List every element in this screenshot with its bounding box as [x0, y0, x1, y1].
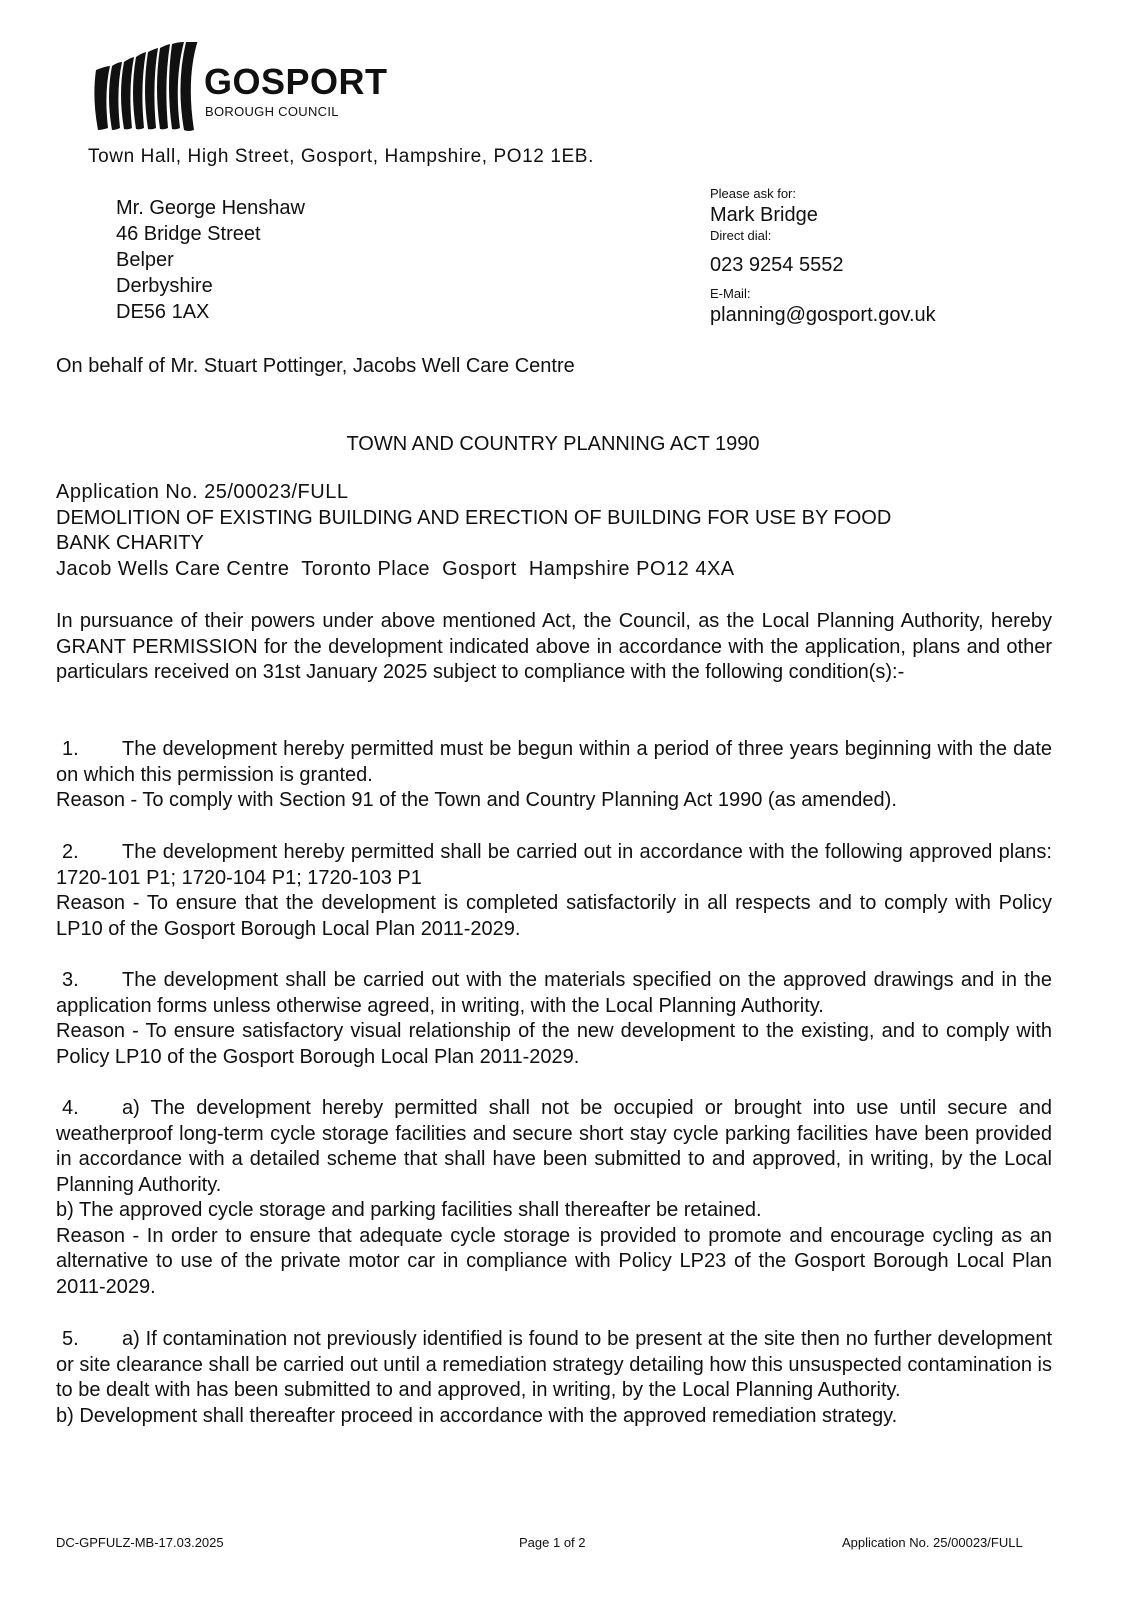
condition-reason: Reason - In order to ensure that adequate cycle storage is provided to promote and encourage cycling as an alternative to use of the private motor car in compliance with Policy LP23 of the Gosport Borough Local Plan 2011-2029. — [56, 1224, 1052, 1298]
council-address: Town Hall, High Street, Gosport, Hampshire, PO12 1EB. — [88, 146, 594, 167]
footer-page-number: Page 1 of 2 — [519, 1535, 586, 1550]
recipient-line: Derbyshire — [116, 275, 213, 297]
direct-dial-label: Direct dial: — [710, 228, 772, 243]
condition-number: 2. — [62, 841, 79, 863]
contact-block — [710, 186, 936, 328]
email-label: E-Mail: — [710, 286, 751, 301]
recipient-line: Mr. George Henshaw — [116, 197, 305, 219]
council-logo — [92, 42, 392, 134]
condition-1 — [56, 737, 1052, 814]
footer-application-number: Application No. 25/00023/FULL — [842, 1535, 1023, 1550]
condition-text-b: b) The approved cycle storage and parking facilities shall thereafter be retained. — [56, 1199, 762, 1221]
grant-intro: In pursuance of their powers under above mentioned Act, the Council, as the Local Planning Authority, hereby GRANT PERMISSION for the development indicated above in accordance with the application, plans and other particulars received on 31st January 2025 subject to compliance with the following condition(s):- — [56, 610, 1052, 683]
condition-number: 1. — [62, 738, 79, 760]
application-number: Application No. 25/00023/FULL — [56, 481, 349, 503]
condition-text: a) If contamination not previously identified is found to be present at the site then no further development or site clearance shall be carried out until a remediation strategy detailing how this unsuspected contamination is to be dealt with has been submitted to and approved, in writing, by the Local Planning Authority. — [56, 1328, 1052, 1401]
application-description: BANK CHARITY — [56, 532, 204, 554]
condition-5 — [56, 1327, 1052, 1429]
direct-dial-number: 023 9254 5552 — [710, 254, 844, 276]
ask-for-name: Mark Bridge — [710, 204, 818, 226]
ask-for-label: Please ask for: — [710, 186, 796, 201]
org-subtitle: BOROUGH COUNCIL — [205, 104, 339, 119]
condition-3 — [56, 968, 1052, 1070]
condition-text-b: b) Development shall thereafter proceed in accordance with the approved remediation strategy. — [56, 1404, 898, 1427]
email-address[interactable]: planning@gosport.gov.uk — [710, 304, 936, 326]
condition-reason: Reason - To ensure satisfactory visual relationship of the new development to the existing, and to comply with Policy LP10 of the Gosport Borough Local Plan 2011-2029. — [56, 1020, 1052, 1068]
condition-number: 3. — [62, 969, 79, 991]
condition-number: 5. — [62, 1328, 79, 1350]
org-name: GOSPORT — [204, 61, 388, 102]
application-block — [56, 480, 891, 582]
condition-text: The development hereby permitted must be begun within a period of three years beginning with the date on which this permission is granted. — [56, 738, 1052, 786]
recipient-address — [116, 195, 305, 325]
application-site: Jacob Wells Care Centre Toronto Place Gosport Hampshire PO12 4XA — [56, 557, 735, 580]
condition-text: The development hereby permitted shall be carried out in accordance with the following approved plans: 1720-101 P1; 1720-104 P1; 1720-103 P1 — [56, 841, 1052, 889]
condition-text: The development shall be carried out with the materials specified on the approved drawings and in the application forms unless otherwise agreed, in writing, with the Local Planning Authority. — [56, 969, 1052, 1017]
recipient-line: Belper — [116, 249, 174, 271]
footer-reference: DC-GPFULZ-MB-17.03.2025 — [56, 1535, 224, 1550]
on-behalf-of: On behalf of Mr. Stuart Pottinger, Jacobs Well Care Centre — [56, 355, 575, 377]
recipient-line: 46 Bridge Street — [116, 223, 261, 245]
act-title: TOWN AND COUNTRY PLANNING ACT 1990 — [346, 433, 760, 455]
condition-reason: Reason - To ensure that the development is completed satisfactorily in all respects and to comply with Policy LP10 of the Gosport Borough Local Plan 2011-2029. — [56, 892, 1052, 940]
gosport-arches-logo-icon — [92, 42, 202, 134]
condition-reason: Reason - To comply with Section 91 of the Town and Country Planning Act 1990 (as amended). — [56, 789, 897, 811]
application-description: DEMOLITION OF EXISTING BUILDING AND ERECTION OF BUILDING FOR USE BY FOOD — [56, 506, 892, 529]
condition-text: a) The development hereby permitted shall not be occupied or brought into use until secure and weatherproof long-term cycle storage facilities and secure short stay cycle parking facilities have been provided in accordance with a detailed scheme that shall have been submitted to and approved, in writing, by the Local Planning Authority. — [56, 1097, 1052, 1196]
recipient-line: DE56 1AX — [116, 301, 210, 323]
condition-4 — [56, 1096, 1052, 1300]
condition-2 — [56, 840, 1052, 942]
condition-number: 4. — [62, 1097, 79, 1119]
